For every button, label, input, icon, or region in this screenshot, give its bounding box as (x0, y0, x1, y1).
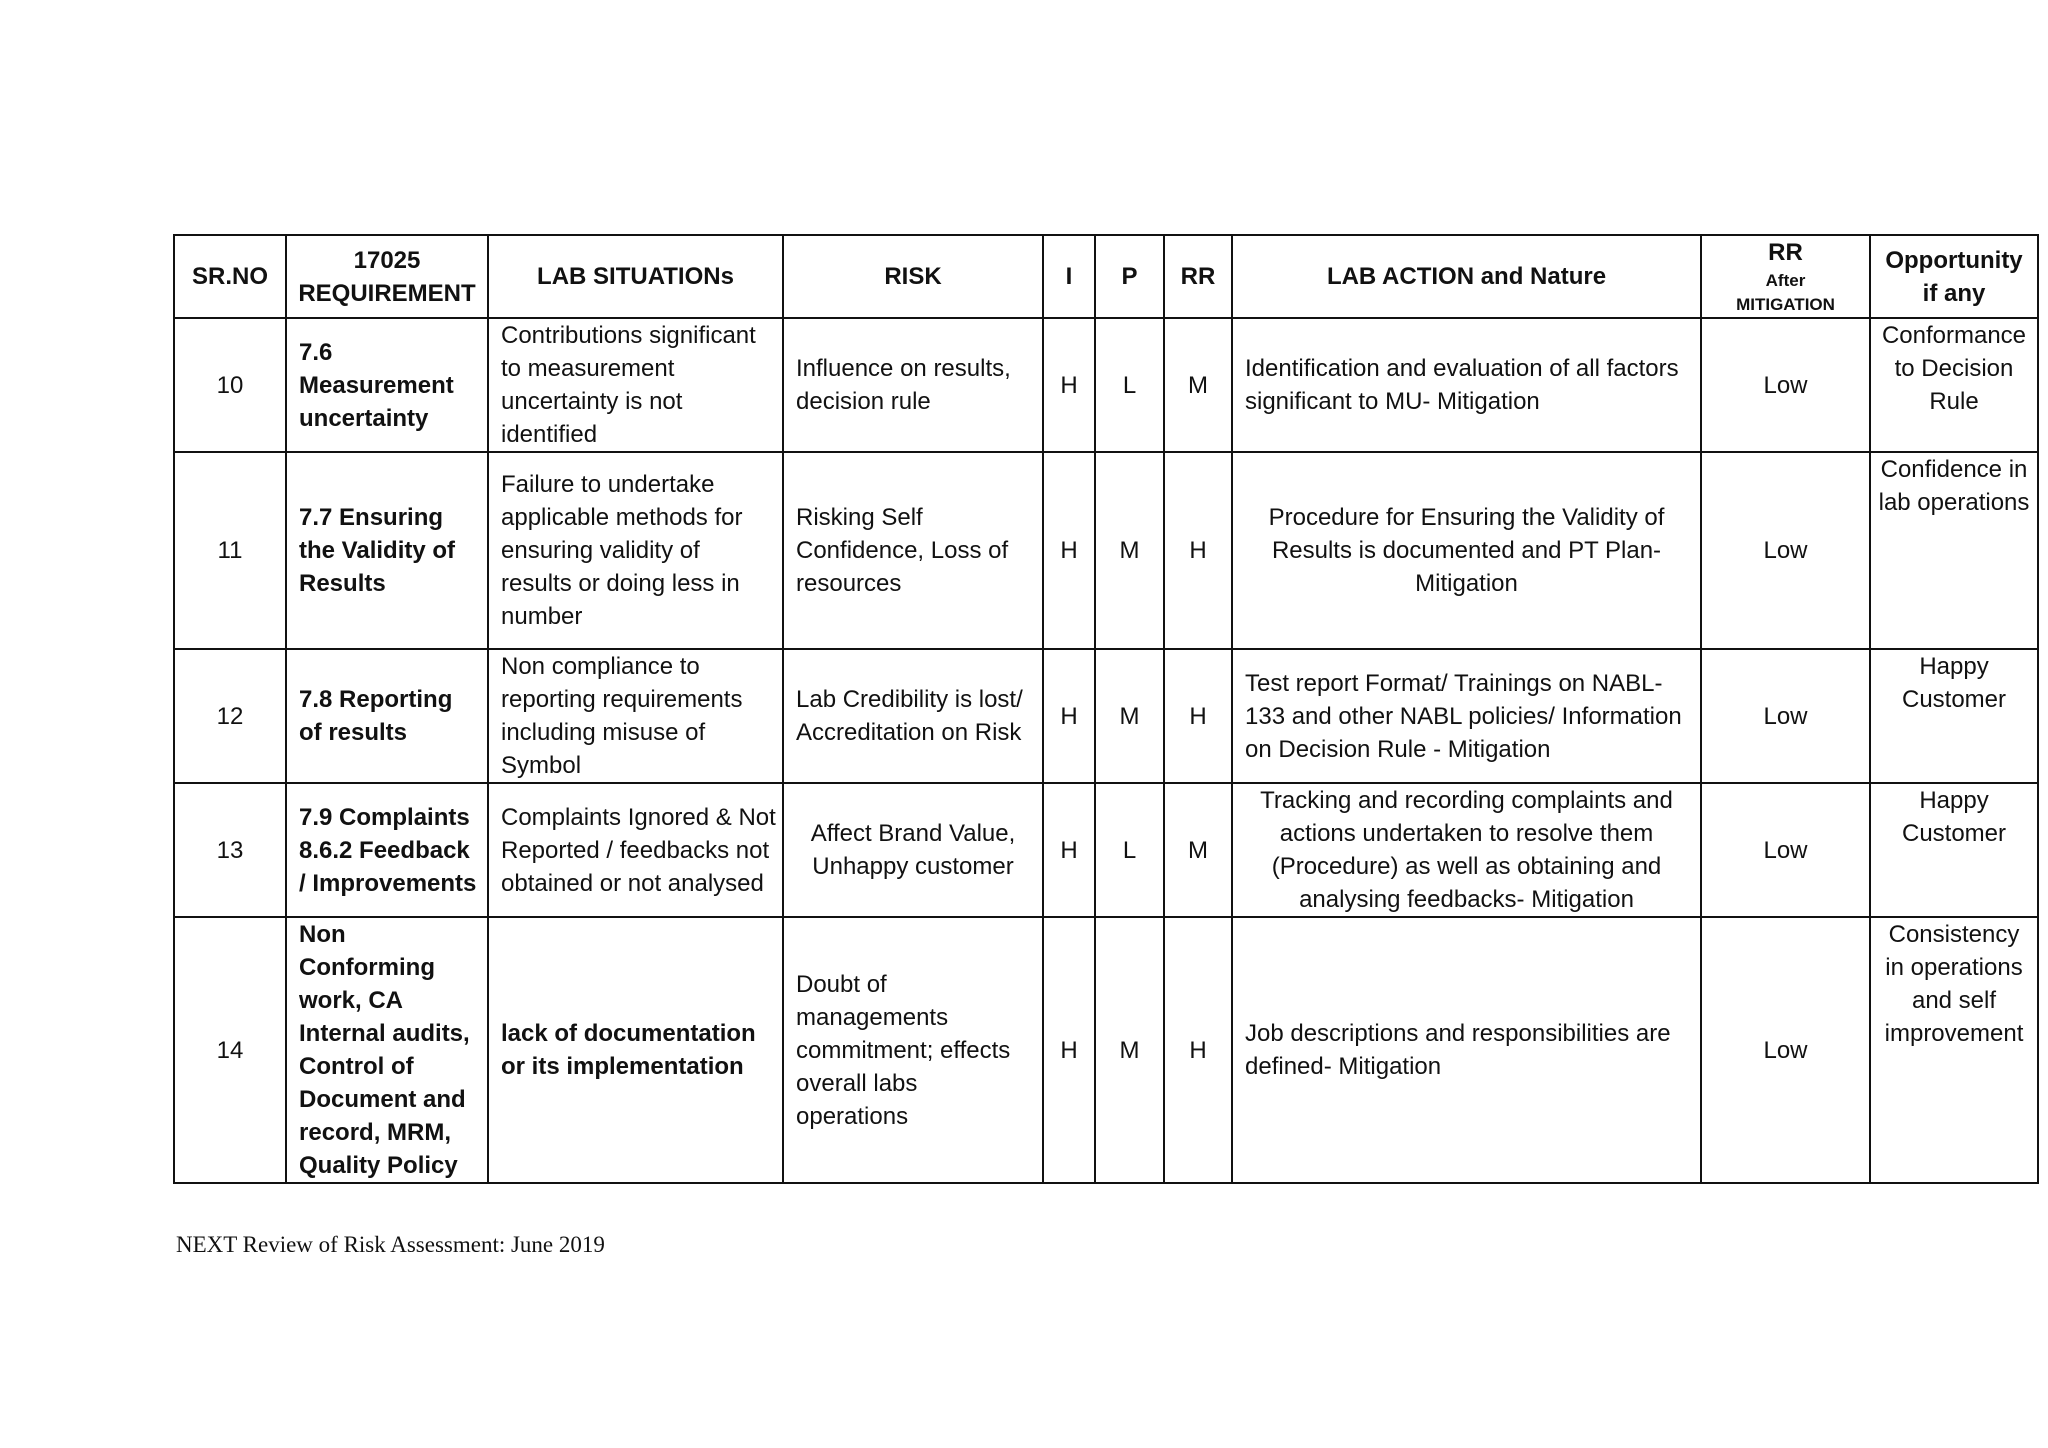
header-srno: SR.NO (174, 235, 286, 318)
cell-rr-after: Low (1701, 917, 1870, 1183)
cell-action: Identification and evaluation of all factors significant to MU- Mitigation (1232, 318, 1701, 452)
cell-i: H (1043, 318, 1095, 452)
header-row (174, 235, 2038, 318)
table-header (174, 235, 2038, 318)
cell-risk: Influence on results, decision rule (783, 318, 1043, 452)
cell-srno: 13 (174, 783, 286, 917)
cell-opportunity: Happy Customer (1870, 649, 2038, 783)
cell-rr: M (1164, 783, 1232, 917)
header-rr: RR (1164, 235, 1232, 318)
header-action: LAB ACTION and Nature (1232, 235, 1701, 318)
cell-p: M (1095, 649, 1164, 783)
cell-opportunity: Happy Customer (1870, 783, 2038, 917)
header-opportunity-line1: Opportunity (1885, 246, 2023, 274)
cell-p: L (1095, 783, 1164, 917)
cell-srno: 12 (174, 649, 286, 783)
cell-risk: Doubt of managements commitment; effects overall labs operations (783, 917, 1043, 1183)
cell-risk: Affect Brand Value, Unhappy customer (783, 783, 1043, 917)
header-rr-after-line2: After (1765, 271, 1806, 290)
cell-rr-after: Low (1701, 649, 1870, 783)
cell-p: M (1095, 452, 1164, 649)
header-opportunity (1870, 235, 2038, 318)
cell-opportunity: Confidence in lab operations (1870, 452, 2038, 649)
cell-srno: 14 (174, 917, 286, 1183)
cell-risk: Risking Self Confidence, Loss of resources (783, 452, 1043, 649)
header-requirement-line1: 17025 (353, 246, 421, 274)
cell-i: H (1043, 452, 1095, 649)
cell-p: L (1095, 318, 1164, 452)
risk-assessment-table (173, 234, 2039, 1184)
table-body (174, 318, 2038, 1183)
cell-action: Job descriptions and responsibilities are defined- Mitigation (1232, 917, 1701, 1183)
cell-srno: 11 (174, 452, 286, 649)
cell-rr: H (1164, 452, 1232, 649)
header-i: I (1043, 235, 1095, 318)
cell-action: Test report Format/ Trainings on NABL-133 and other NABL policies/ Information on Decision Rule - Mitigation (1232, 649, 1701, 783)
cell-srno: 10 (174, 318, 286, 452)
cell-action: Tracking and recording complaints and actions undertaken to resolve them (Procedure) as well as obtaining and analysing feedbacks- Mitigation (1232, 783, 1701, 917)
cell-rr-after: Low (1701, 452, 1870, 649)
table-row (174, 318, 2038, 452)
cell-i: H (1043, 917, 1095, 1183)
footer-review-note: NEXT Review of Risk Assessment: June 2019 (176, 1232, 605, 1257)
header-requirement (286, 235, 488, 318)
table-row (174, 917, 2038, 1183)
cell-p: M (1095, 917, 1164, 1183)
cell-situation: Non compliance to reporting requirements including misuse of Symbol (488, 649, 783, 783)
header-requirement-line2: REQUIREMENT (298, 279, 476, 307)
header-rr-after-line1: RR (1768, 239, 1803, 266)
cell-rr-after: Low (1701, 783, 1870, 917)
cell-situation: lack of documentation or its implementation (488, 917, 783, 1183)
header-opportunity-line2: if any (1922, 279, 1986, 307)
cell-action: Procedure for Ensuring the Validity of Results is documented and PT Plan- Mitigation (1232, 452, 1701, 649)
header-situations: LAB SITUATIONs (488, 235, 783, 318)
cell-opportunity: Consistency in operations and self improvement (1870, 917, 2038, 1183)
cell-i: H (1043, 649, 1095, 783)
cell-requirement: 7.9 Complaints 8.6.2 Feedback / Improvements (286, 783, 488, 917)
cell-rr-after: Low (1701, 318, 1870, 452)
cell-risk: Lab Credibility is lost/ Accreditation on Risk (783, 649, 1043, 783)
cell-requirement: 7.8 Reporting of results (286, 649, 488, 783)
table-row (174, 649, 2038, 783)
table-row (174, 452, 2038, 649)
header-risk: RISK (783, 235, 1043, 318)
cell-requirement: Non Conforming work, CA Internal audits, Control of Document and record, MRM, Quality Policy (286, 917, 488, 1183)
header-p: P (1095, 235, 1164, 318)
cell-rr: M (1164, 318, 1232, 452)
cell-rr: H (1164, 649, 1232, 783)
cell-opportunity: Conformance to Decision Rule (1870, 318, 2038, 452)
cell-requirement: 7.6 Measurement uncertainty (286, 318, 488, 452)
table-row (174, 783, 2038, 917)
cell-requirement: 7.7 Ensuring the Validity of Results (286, 452, 488, 649)
cell-i: H (1043, 783, 1095, 917)
header-rr-after (1701, 235, 1870, 318)
cell-situation: Failure to undertake applicable methods for ensuring validity of results or doing less in number (488, 452, 783, 649)
cell-rr: H (1164, 917, 1232, 1183)
header-rr-after-line3: MITIGATION (1736, 295, 1835, 314)
cell-situation: Complaints Ignored & Not Reported / feedbacks not obtained or not analysed (488, 783, 783, 917)
cell-situation: Contributions significant to measurement uncertainty is not identified (488, 318, 783, 452)
